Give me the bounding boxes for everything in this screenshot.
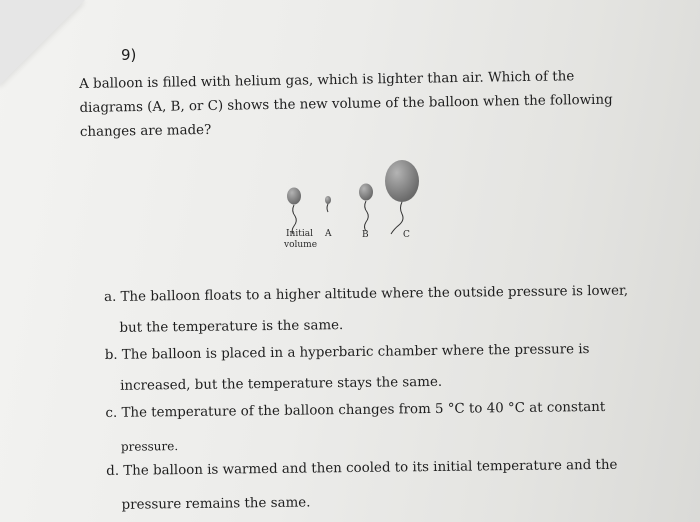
page-corner-fold (0, 0, 85, 85)
item-line: pressure. (120, 439, 179, 454)
list-item (105, 341, 686, 406)
label-a: A (325, 229, 332, 239)
label-volume: volume (284, 240, 318, 250)
balloon-b (359, 184, 373, 232)
item-line: pressure remains the same. (121, 495, 311, 513)
item-line: a. The balloon floats to a higher altitude where the outside pressure is lower, (104, 283, 629, 305)
balloon-initial (287, 188, 301, 235)
list-item (106, 457, 687, 522)
item-line: but the temperature is the same. (119, 318, 344, 336)
balloon-c (385, 160, 419, 234)
item-line: d. The balloon is warmed and then cooled to its initial temperature and the (106, 457, 618, 479)
list-item (105, 399, 686, 464)
label-b: B (362, 230, 369, 240)
prompt-line: changes are made? (79, 122, 212, 140)
item-line: c. The temperature of the balloon changes from 5 °C to 40 °C at constant (105, 399, 606, 421)
label-initial: Initial (286, 229, 313, 239)
balloon-diagram (278, 155, 428, 240)
answer-items (104, 283, 687, 522)
item-line: increased, but the temperature stays the same. (120, 374, 443, 394)
label-c: C (403, 230, 410, 240)
list-item (104, 283, 685, 348)
balloon-a (325, 196, 331, 212)
item-line: b. The balloon is placed in a hyperbaric chamber where the pressure is (104, 342, 590, 363)
question-number: 9) (121, 46, 137, 64)
prompt-line: diagrams (A, B, or C) shows the new volume of the balloon when the following (79, 92, 613, 116)
question-prompt (79, 65, 620, 145)
prompt-line: A balloon is filled with helium gas, which is lighter than air. Which of the (79, 69, 575, 92)
